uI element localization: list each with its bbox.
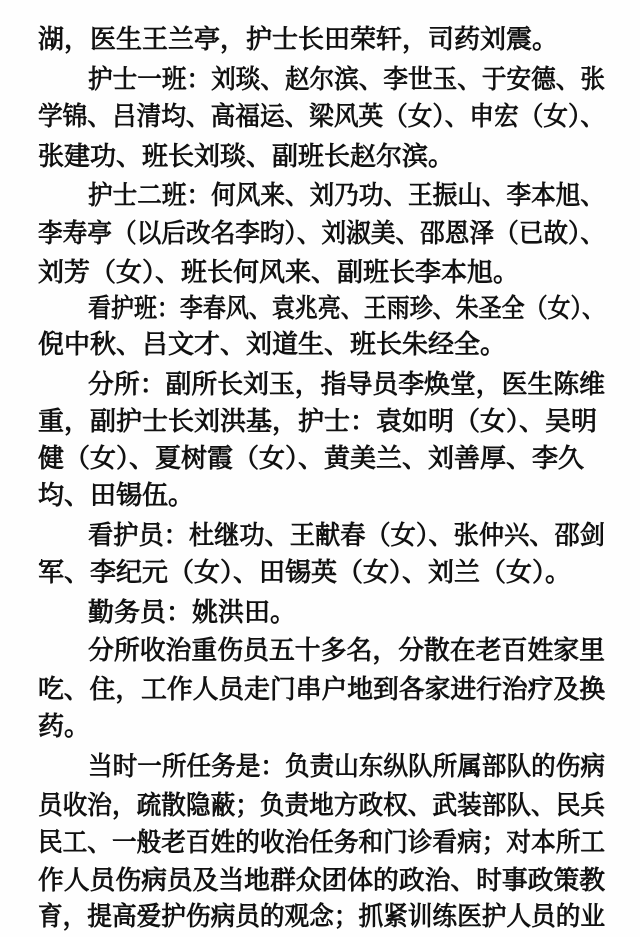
text-line: 湖，医生王兰亭，护士长田荣轩，司药刘震。 — [38, 25, 559, 55]
text-line: 健（女）、夏树霞（女）、黄美兰、刘善厚、李久 — [38, 444, 585, 474]
text-line: 李寿亭（以后改名李昀）、刘淑美、邵恩泽（已故）、 — [38, 219, 606, 249]
text-line: 药。 — [38, 712, 91, 742]
text-line: 员收治，疏散隐蔽；负责地方政权、武装部队、民兵 — [38, 791, 606, 821]
text-line: 当时一所任务是：负责山东纵队所属部队的伤病 — [88, 752, 606, 782]
text-line: 学锦、吕清均、高福运、梁风英（女）、申宏（女）、 — [38, 102, 606, 132]
text-line: 作人员伤病员及当地群众团体的政治、时事政策教 — [38, 866, 606, 896]
text-line: 刘芳（女）、班长何风来、副班长李本旭。 — [38, 258, 520, 288]
text-line: 吃、住，工作人员走门串户地到各家进行治疗及换 — [38, 675, 606, 705]
text-line: 护士二班：何风来、刘乃功、王振山、李本旭、 — [88, 181, 606, 211]
text-line: 军、李纪元（女）、田锡英（女）、刘兰（女）。 — [38, 558, 572, 588]
text-line: 看护员：杜继功、王献春（女）、张仲兴、邵剑 — [88, 521, 606, 551]
text-line: 护士一班：刘琰、赵尔滨、李世玉、于安德、张 — [88, 65, 606, 95]
text-line: 倪中秋、吕文才、刘道生、班长朱经全。 — [38, 330, 507, 360]
text-line: 育，提高爱护伤病员的观念；抓紧训练医护人员的业 — [38, 902, 606, 932]
text-line: 勤务员：姚洪田。 — [88, 598, 297, 628]
text-line: 看护班：李春风、袁兆亮、王雨珍、朱圣全（女）、 — [88, 294, 606, 324]
text-line: 张建功、班长刘琰、副班长赵尔滨。 — [38, 142, 455, 172]
text-line: 分所收治重伤员五十多名，分散在老百姓家里 — [88, 636, 606, 666]
text-line: 重，副护士长刘洪基，护士：袁如明（女）、吴明 — [38, 407, 598, 437]
text-line: 均、田锡伍。 — [38, 481, 195, 511]
text-line: 分所：副所长刘玉，指导员李焕堂，医生陈维 — [88, 370, 606, 400]
text-line: 民工、一般老百姓的收治任务和门诊看病；对本所工 — [38, 828, 606, 858]
